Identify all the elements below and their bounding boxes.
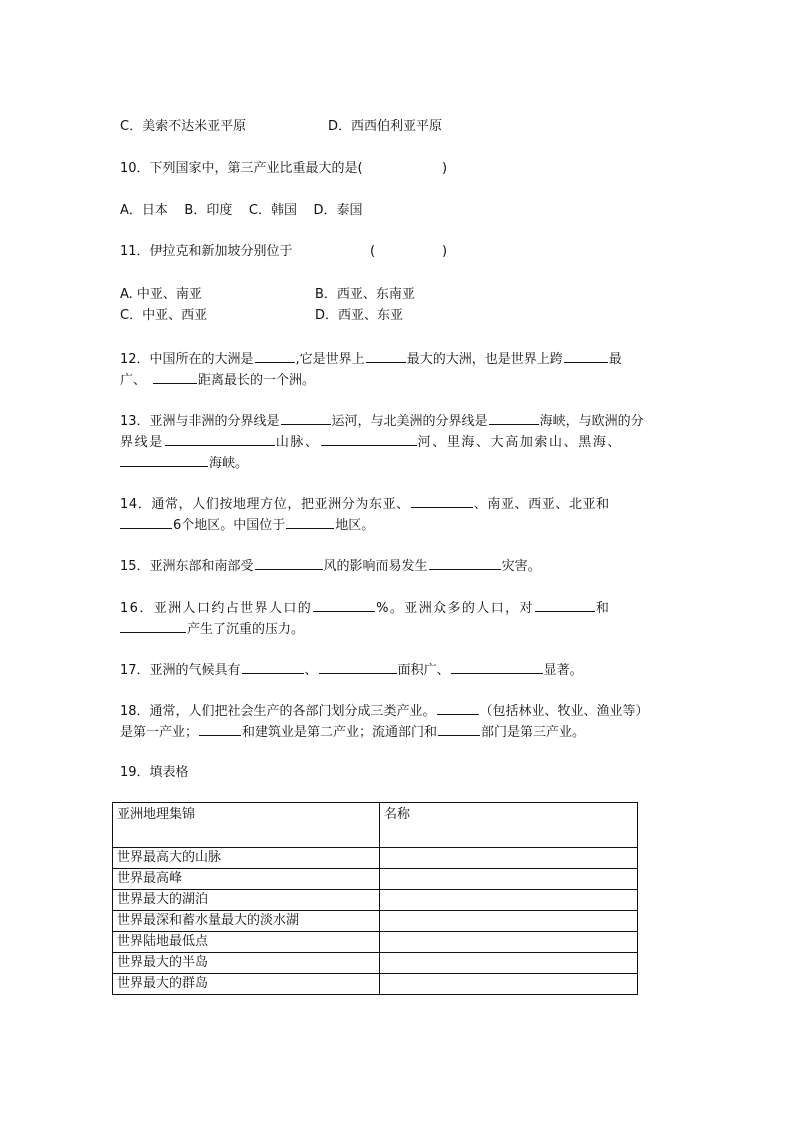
q18-blank-primary[interactable]	[437, 700, 479, 715]
q13-line-2	[120, 431, 622, 451]
q16-blank-pressure-1[interactable]	[535, 597, 595, 612]
q12-blank-continent[interactable]	[255, 348, 295, 363]
q14-blank-china-region[interactable]	[286, 514, 334, 529]
q12-text-5: 广、	[120, 373, 147, 388]
q12-blank-distance[interactable]	[153, 369, 197, 384]
table-row	[113, 911, 638, 932]
table-cell-answer[interactable]	[380, 932, 638, 953]
q11-paren-close: )	[442, 244, 448, 259]
q14-text-1: 14．通常，人们按地理方位，把亚洲分为东亚、	[120, 497, 410, 512]
q11-paren-open: (	[370, 244, 376, 259]
q11-stem-text: 11．伊拉克和新加坡分别位于	[120, 244, 293, 259]
table-header-row	[113, 803, 638, 848]
q14-blank-region-2[interactable]	[120, 514, 172, 529]
q13-blank-mountains[interactable]	[165, 431, 275, 446]
q17-text-2: 、	[304, 663, 318, 678]
q17-text-4: 显著。	[543, 663, 583, 678]
q19-title: 19．填表格	[120, 765, 189, 780]
table-row	[113, 869, 638, 890]
q11-option-c: C．中亚、西亚	[120, 308, 208, 323]
q14-text-2: 、南亚、西亚、北亚和	[473, 497, 610, 512]
table-row	[113, 848, 638, 869]
table-cell-answer[interactable]	[380, 890, 638, 911]
q16-text-3: 和	[595, 601, 611, 616]
q17-blank-climate-1[interactable]	[242, 659, 304, 674]
q14-text-3: 6个地区。中国位于	[173, 518, 286, 533]
q17-line	[120, 659, 583, 679]
q9-option-d: D．西西伯利亚平原	[328, 119, 443, 134]
q18-blank-secondary[interactable]	[199, 721, 241, 736]
q13-text-2: 运河，与北美洲的分界线是	[331, 414, 488, 429]
q18-text-5: 部门是第三产业。	[481, 725, 586, 740]
table-cell-item: 世界最大的湖泊	[113, 890, 380, 911]
table-row	[113, 974, 638, 995]
q12-blank-area[interactable]	[366, 348, 406, 363]
q13-text-5: 山脉、	[275, 435, 320, 450]
table-cell-answer[interactable]	[380, 953, 638, 974]
q15-blank-wind[interactable]	[255, 555, 323, 570]
q12-line-1	[120, 348, 622, 368]
q15-text-2: 风的影响而易发生	[323, 559, 428, 574]
q11-option-a: A. 中亚、南亚	[120, 287, 202, 302]
table-cell-item: 世界最高大的山脉	[113, 848, 380, 869]
q18-line-2	[120, 721, 585, 741]
q17-blank-climate-3[interactable]	[451, 659, 543, 674]
table-cell-item: 世界最大的群岛	[113, 974, 380, 995]
table-row	[113, 953, 638, 974]
q16-blank-pressure-2[interactable]	[120, 618, 186, 633]
q11-option-b: B．西亚、东南亚	[315, 287, 415, 302]
table-cell-answer[interactable]	[380, 911, 638, 932]
q18-text-2: （包括林业、牧业、渔业等）	[479, 704, 649, 719]
q12-text-3: 最大的大洲，也是世界上跨	[406, 352, 563, 367]
q14-blank-region[interactable]	[411, 493, 473, 508]
q15-text-3: 灾害。	[501, 559, 541, 574]
q10-options: A．日本 B．印度 C．韩国 D．泰国	[120, 203, 363, 218]
q12-blank-span[interactable]	[564, 348, 608, 363]
q13-text-6: 河、里海、大高加索山、黑海、	[417, 435, 623, 450]
q14-line-1	[120, 493, 610, 513]
q16-text-2: %。亚洲众多的人口，对	[376, 601, 534, 616]
q13-line-1	[120, 410, 644, 430]
q18-text-4: 和建筑业是第二产业；流通部门和	[242, 725, 438, 740]
q14-text-4: 地区。	[335, 518, 375, 533]
q11-options-cd	[120, 306, 404, 326]
q13-text-7: 海峡。	[209, 456, 249, 471]
q13-text-4: 界线是	[120, 435, 164, 450]
q18-text-1: 18．通常，人们把社会生产的各部门划分成三类产业。	[120, 704, 436, 719]
q17-blank-climate-2[interactable]	[319, 659, 397, 674]
table-cell-item: 世界最深和蓄水量最大的淡水湖	[113, 911, 380, 932]
q14-line-2	[120, 514, 374, 534]
q15-text-1: 15．亚洲东部和南部受	[120, 559, 254, 574]
q16-blank-percent[interactable]	[313, 597, 375, 612]
q15-line	[120, 555, 541, 575]
q12-line-2	[120, 369, 315, 389]
q12-text-6: 距离最长的一个洲。	[198, 373, 316, 388]
q12-text-1: 12．中国所在的大洲是	[120, 352, 254, 367]
q11-option-d: D．西亚、东亚	[315, 308, 404, 323]
q12-text-4: 最	[608, 352, 622, 367]
q13-blank-canal[interactable]	[281, 410, 331, 425]
table-header-item: 亚洲地理集锦	[113, 803, 380, 848]
q16-text-1: 16．亚洲人口约占世界人口的	[120, 601, 313, 616]
q9-option-c: C．美索不达米亚平原	[120, 119, 247, 134]
table-row	[113, 890, 638, 911]
table-cell-item: 世界最高峰	[113, 869, 380, 890]
q13-blank-strait[interactable]	[489, 410, 539, 425]
q11-options-ab	[120, 285, 415, 305]
asia-geography-table	[112, 802, 638, 995]
q18-text-3: 是第一产业；	[120, 725, 199, 740]
q10-paren-close: )	[442, 161, 448, 176]
q13-text-3: 海峡，与欧洲的分	[539, 414, 644, 429]
table-cell-item: 世界陆地最低点	[113, 932, 380, 953]
q17-text-3: 面积广、	[397, 663, 450, 678]
q13-line-3	[120, 452, 248, 472]
q10-stem-text: 10．下列国家中，第三产业比重最大的是(	[120, 161, 363, 176]
q10-stem	[120, 159, 448, 179]
q12-text-2: ,它是世界上	[295, 352, 365, 367]
q16-line-1	[120, 597, 610, 617]
table-cell-answer[interactable]	[380, 869, 638, 890]
table-cell-answer[interactable]	[380, 974, 638, 995]
table-row	[113, 932, 638, 953]
q16-text-4: 产生了沉重的压力。	[187, 622, 305, 637]
q18-blank-tertiary[interactable]	[438, 721, 480, 736]
q11-stem	[120, 242, 448, 262]
q13-blank-river[interactable]	[321, 431, 417, 446]
table-cell-item: 世界最大的半岛	[113, 953, 380, 974]
q13-text-1: 13．亚洲与非洲的分界线是	[120, 414, 280, 429]
q18-line-1	[120, 700, 649, 720]
q15-blank-disaster[interactable]	[429, 555, 501, 570]
q13-blank-strait-2[interactable]	[120, 452, 208, 467]
q17-text-1: 17．亚洲的气候具有	[120, 663, 241, 678]
table-cell-answer[interactable]	[380, 848, 638, 869]
q9-options-cd	[120, 117, 443, 137]
table-header-name: 名称	[380, 803, 638, 848]
q16-line-2	[120, 618, 304, 638]
